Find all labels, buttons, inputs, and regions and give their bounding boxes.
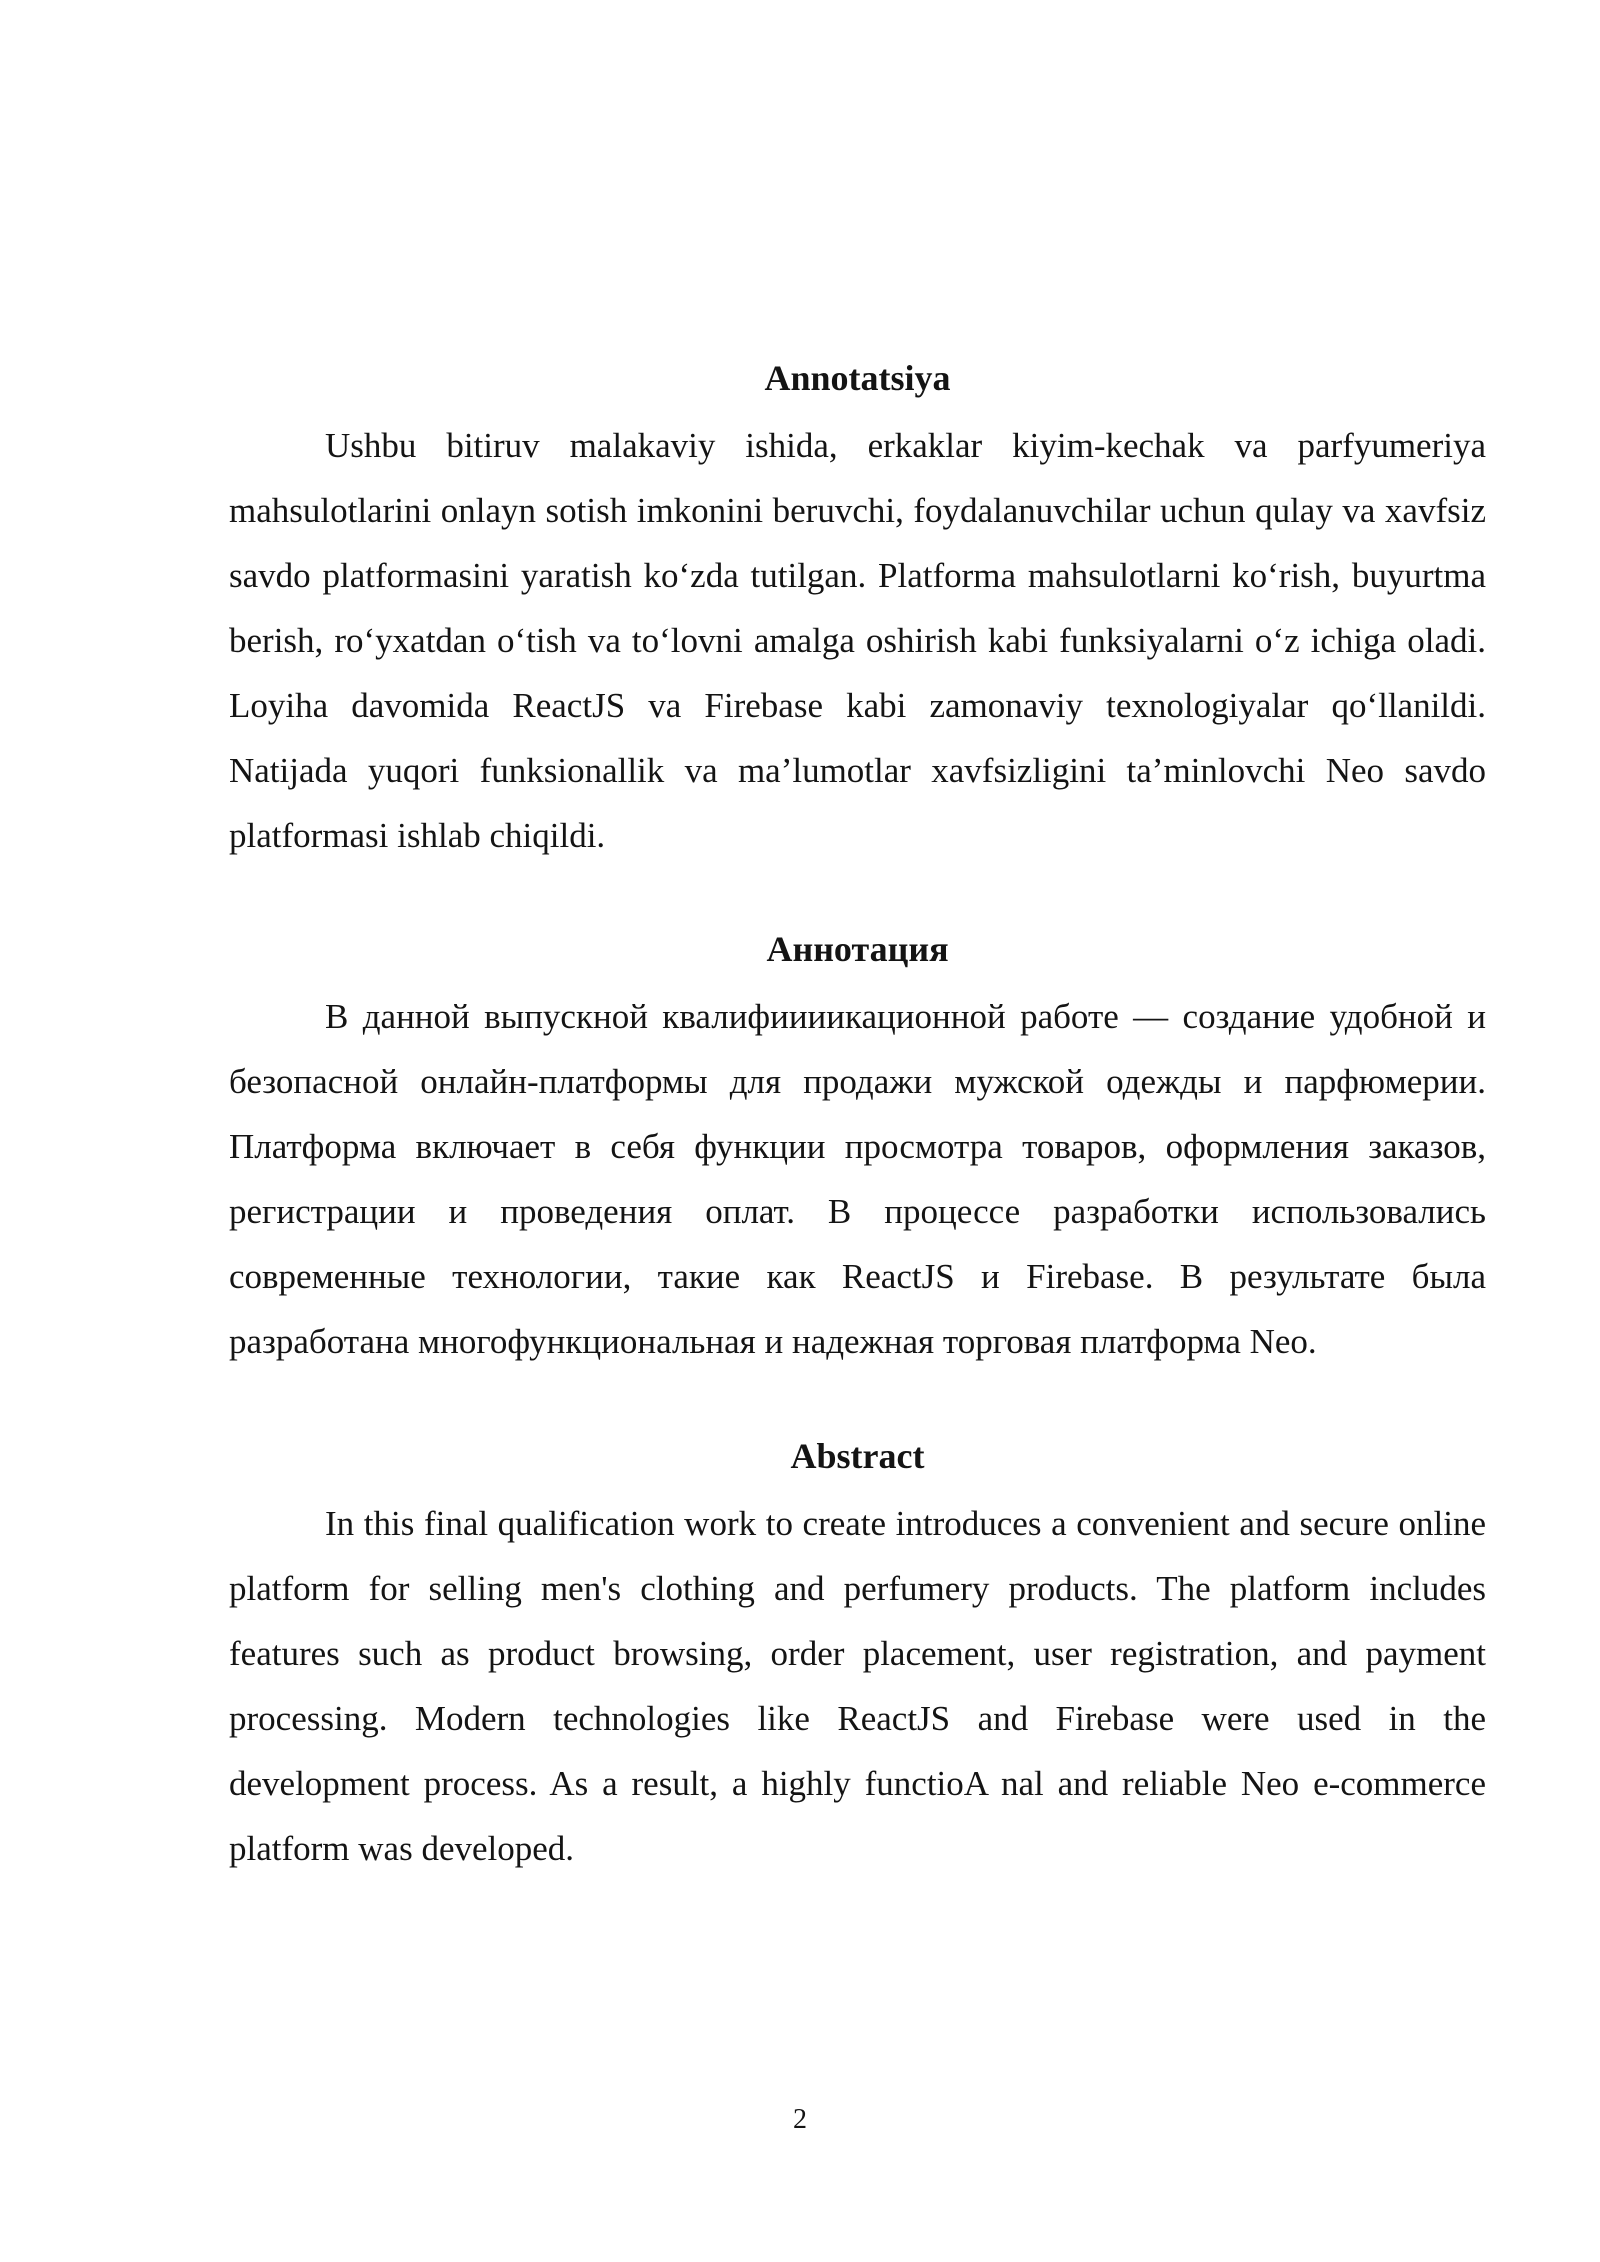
section-title-uzbek: Annotatsiya bbox=[764, 358, 951, 398]
section-body-uzbek: Ushbu bitiruv malakaviy ishida, erkaklar kiyim-kechak va parfyumeriya mahsulotlarini onlayn sotish imkonini beruvchi, foydalanuvchilar uchun qulay va xavfsiz savdo platformasini yaratish ko‘zda tutilgan. Platforma mahsulotlarni ko‘rish, buyurtma berish, ro‘yxatdan o‘tish va to‘lovni amalga oshirish kabi funksiyalarni o‘z ichiga oladi. Loyiha davomida ReactJS va Firebase kabi zamonaviy texnologiyalar qo‘llanildi. Natijada yuqori funksionallik va ma’lumotlar xavfsizligini ta’minlovchi Neo savdo platformasi ishlab chiqildi. bbox=[229, 426, 1486, 855]
section-body-russian: В данной выпускной квалифиииикационной работе — создание удобной и безопасной онлайн-платформы для продажи мужской одежды и парфюмерии. Платформа включает в себя функции просмотра товаров, оформления заказов, регистрации и проведения оплат. В процессе разработки использовались современные технологии, такие как ReactJS и Firebase. В результате была разработана многофункциональная и надежная торговая платформа Neo. bbox=[229, 997, 1486, 1361]
annotation-russian-section bbox=[229, 927, 1486, 1374]
section-body-english: In this final qualification work to create introduces a convenient and secure online platform for selling men's clothing and perfumery products. The platform includes features such as product browsing, order placement, user registration, and payment processing. Modern technologies like ReactJS and Firebase were used in the development process. As a result, a highly functioA nal and reliable Neo e-commerce platform was developed. bbox=[229, 1504, 1486, 1868]
section-title-russian: Аннотация bbox=[766, 929, 949, 969]
abstract-english-section bbox=[229, 1434, 1486, 1881]
section-title-english: Abstract bbox=[790, 1436, 925, 1476]
annotation-uzbek-section bbox=[229, 356, 1486, 868]
page-content bbox=[229, 356, 1486, 1881]
page-number: 2 bbox=[793, 2104, 807, 2135]
